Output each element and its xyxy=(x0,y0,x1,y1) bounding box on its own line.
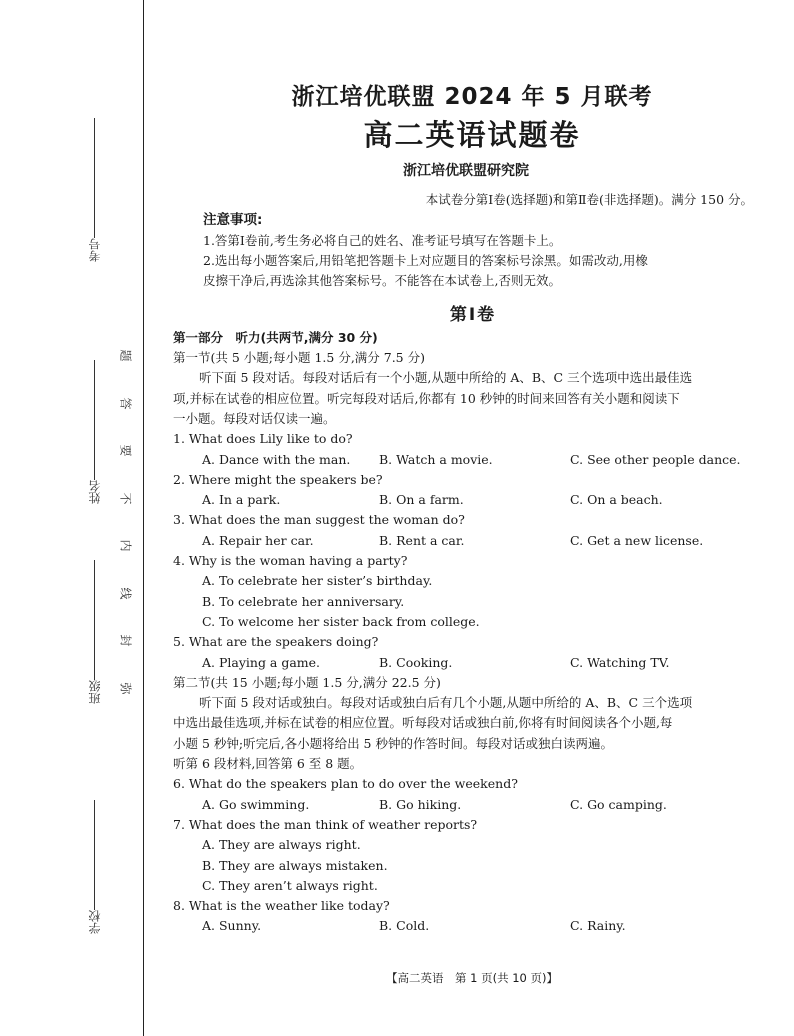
instructions-line: 听下面 5 段对话。每段对话后有一个小题,从题中所给的 A、B、C 三个选项中选出最佳选 xyxy=(199,370,693,386)
question-6-options xyxy=(173,795,773,815)
question-2: 2. Where might the speakers be? xyxy=(173,471,383,487)
class-blank xyxy=(94,560,95,680)
notice-item: 皮擦干净后,再选涂其他答案标号。不能答在本试卷上,否则无效。 xyxy=(203,273,561,289)
subsection-title: 第一节(共 5 小题;每小题 1.5 分,满分 7.5 分) xyxy=(173,350,425,366)
name-field xyxy=(86,360,103,504)
option-b: B. They are always mistaken. xyxy=(202,857,388,873)
material-note: 听第 6 段材料,回答第 6 至 8 题。 xyxy=(173,756,363,772)
question-2-options xyxy=(173,490,773,510)
paper-title: 高二英语试题卷 xyxy=(363,118,581,152)
notice-item: 1.答第Ⅰ卷前,考生务必将自己的姓名、准考证号填写在答题卡上。 xyxy=(203,232,562,248)
name-label: 姓名 xyxy=(88,480,102,504)
subsection-title: 第二节(共 15 小题;每小题 1.5 分,满分 22.5 分) xyxy=(173,674,441,690)
institute-name: 浙江培优联盟研究院 xyxy=(403,163,529,179)
option-a: A. Go swimming. xyxy=(202,796,310,812)
instructions-line: 中选出最佳选项,并标在试卷的相应位置。听每段对话或独白前,你将有时间阅读各个小题,每 xyxy=(173,715,673,731)
seal-char: 内 xyxy=(118,539,133,552)
binding-margin-line xyxy=(143,0,144,1036)
question-6: 6. What do the speakers plan to do over the weekend? xyxy=(173,776,518,792)
seal-char: 要 xyxy=(118,444,133,457)
question-8-options xyxy=(173,916,773,936)
school-field xyxy=(86,800,103,934)
seal-line-notice xyxy=(118,347,134,697)
option-b: B. Go hiking. xyxy=(379,796,462,812)
section-title: 第Ⅰ卷 xyxy=(449,305,497,326)
seal-char: 封 xyxy=(118,634,133,647)
exam-number-label: 考号 xyxy=(88,238,102,262)
seal-char: 弥 xyxy=(118,682,133,695)
option-b: B. On a farm. xyxy=(379,492,464,508)
question-5: 5. What are the speakers doing? xyxy=(173,634,379,650)
question-8: 8. What is the weather like today? xyxy=(173,898,390,914)
page-content xyxy=(173,190,773,937)
option-c: C. Watching TV. xyxy=(570,654,670,670)
option-a: A. Playing a game. xyxy=(202,654,321,670)
option-a: A. They are always right. xyxy=(202,837,361,853)
instructions-line: 项,并标在试卷的相应位置。听完每段对话后,你都有 10 秒钟的时间来回答有关小题和阅读下 xyxy=(173,390,680,406)
page-footer: 【高二英语 第 1 页(共 10 页)】 xyxy=(385,971,559,985)
part-title: 第一部分 听力(共两节,满分 30 分) xyxy=(173,329,378,345)
option-b: B. To celebrate her anniversary. xyxy=(202,593,405,609)
class-label: 班级 xyxy=(88,680,102,704)
option-c: C. They aren’t always right. xyxy=(202,877,378,893)
question-4: 4. Why is the woman having a party? xyxy=(173,553,408,569)
school-blank xyxy=(94,800,95,910)
question-1: 1. What does Lily like to do? xyxy=(173,431,353,447)
question-5-options xyxy=(173,653,773,673)
instructions-line: 听下面 5 段对话或独白。每段对话或独白后有几个小题,从题中所给的 A、B、C 三个选项 xyxy=(199,695,693,711)
option-b: B. Cold. xyxy=(379,918,430,934)
option-b: B. Cooking. xyxy=(379,654,453,670)
question-3: 3. What does the man suggest the woman do? xyxy=(173,512,465,528)
option-a: A. Repair her car. xyxy=(202,532,314,548)
notice-title: 注意事项: xyxy=(203,212,263,229)
option-a: A. Sunny. xyxy=(202,918,262,934)
option-c: C. Get a new license. xyxy=(570,532,704,548)
scoring-note: 本试卷分第Ⅰ卷(选择题)和第Ⅱ卷(非选择题)。满分 150 分。 xyxy=(425,192,753,207)
option-b: B. Rent a car. xyxy=(379,532,465,548)
instructions-line: 一小题。每段对话仅读一遍。 xyxy=(173,410,336,426)
seal-char: 线 xyxy=(118,587,133,600)
seal-char: 题 xyxy=(118,349,133,362)
option-c: C. To welcome her sister back from college. xyxy=(202,613,480,629)
option-a: A. In a park. xyxy=(202,492,281,508)
seal-char: 不 xyxy=(118,492,133,505)
class-field xyxy=(86,560,103,704)
option-c: C. See other people dance. xyxy=(570,451,741,467)
exam-number-field xyxy=(86,118,103,262)
seal-char: 答 xyxy=(118,397,133,410)
option-c: C. Go camping. xyxy=(570,796,667,812)
option-c: C. On a beach. xyxy=(570,492,663,508)
exam-number-blank xyxy=(94,118,95,238)
notice-item: 2.选出每小题答案后,用铅笔把答题卡上对应题目的答案标号涂黑。如需改动,用橡 xyxy=(203,252,648,268)
question-1-options xyxy=(173,450,773,470)
question-7: 7. What does the man think of weather reports? xyxy=(173,816,478,832)
option-b: B. Watch a movie. xyxy=(379,451,493,467)
question-3-options xyxy=(173,531,773,551)
option-a: A. Dance with the man. xyxy=(202,451,351,467)
name-blank xyxy=(94,360,95,480)
instructions-line: 小题 5 秒钟;听完后,各小题将给出 5 秒钟的作答时间。每段对话或独白读两遍。 xyxy=(173,735,613,751)
exam-title: 浙江培优联盟 2024 年 5 月联考 xyxy=(291,84,653,110)
option-a: A. To celebrate her sister’s birthday. xyxy=(202,573,433,589)
school-label: 学校 xyxy=(88,910,102,934)
option-c: C. Rainy. xyxy=(570,918,626,934)
